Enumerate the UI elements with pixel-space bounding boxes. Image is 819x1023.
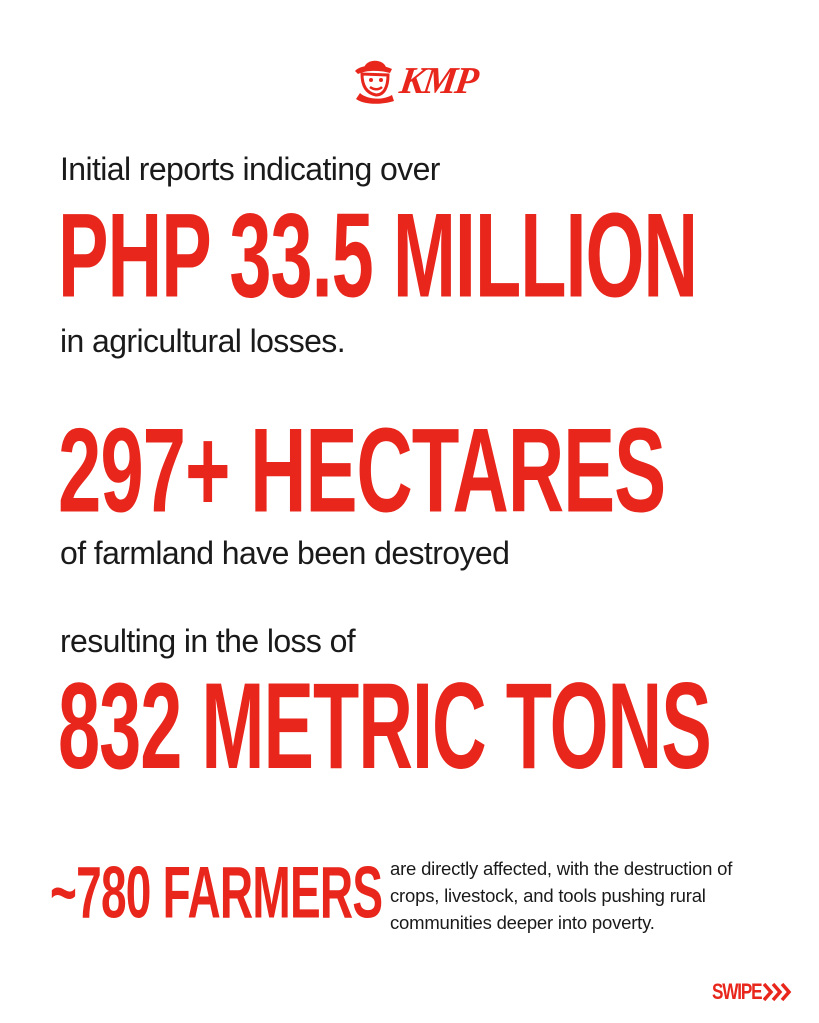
swipe-button[interactable] <box>698 979 793 1005</box>
losses-value: PHP 33.5 MILLION <box>58 187 698 323</box>
tons-intro: resulting in the loss of <box>60 623 356 659</box>
tons-value: 832 METRIC TONS <box>58 656 711 795</box>
logo-text: KMP <box>397 60 480 102</box>
swipe-label: SWIPE <box>711 979 761 1004</box>
losses-caption: in agricultural losses. <box>60 323 345 359</box>
hectares-caption: of farmland have been destroyed <box>60 535 510 571</box>
triple-chevron-right-icon <box>763 982 793 1002</box>
kmp-logo <box>352 55 480 105</box>
losses-intro: Initial reports indicating over <box>60 151 440 187</box>
hectares-value: 297+ HECTARES <box>58 402 666 538</box>
farmers-value: ~780 FARMERS <box>50 852 383 934</box>
farmers-caption: are directly affected, with the destruction of crops, livestock, and tools pushing rural communities deeper into poverty. <box>390 858 733 933</box>
